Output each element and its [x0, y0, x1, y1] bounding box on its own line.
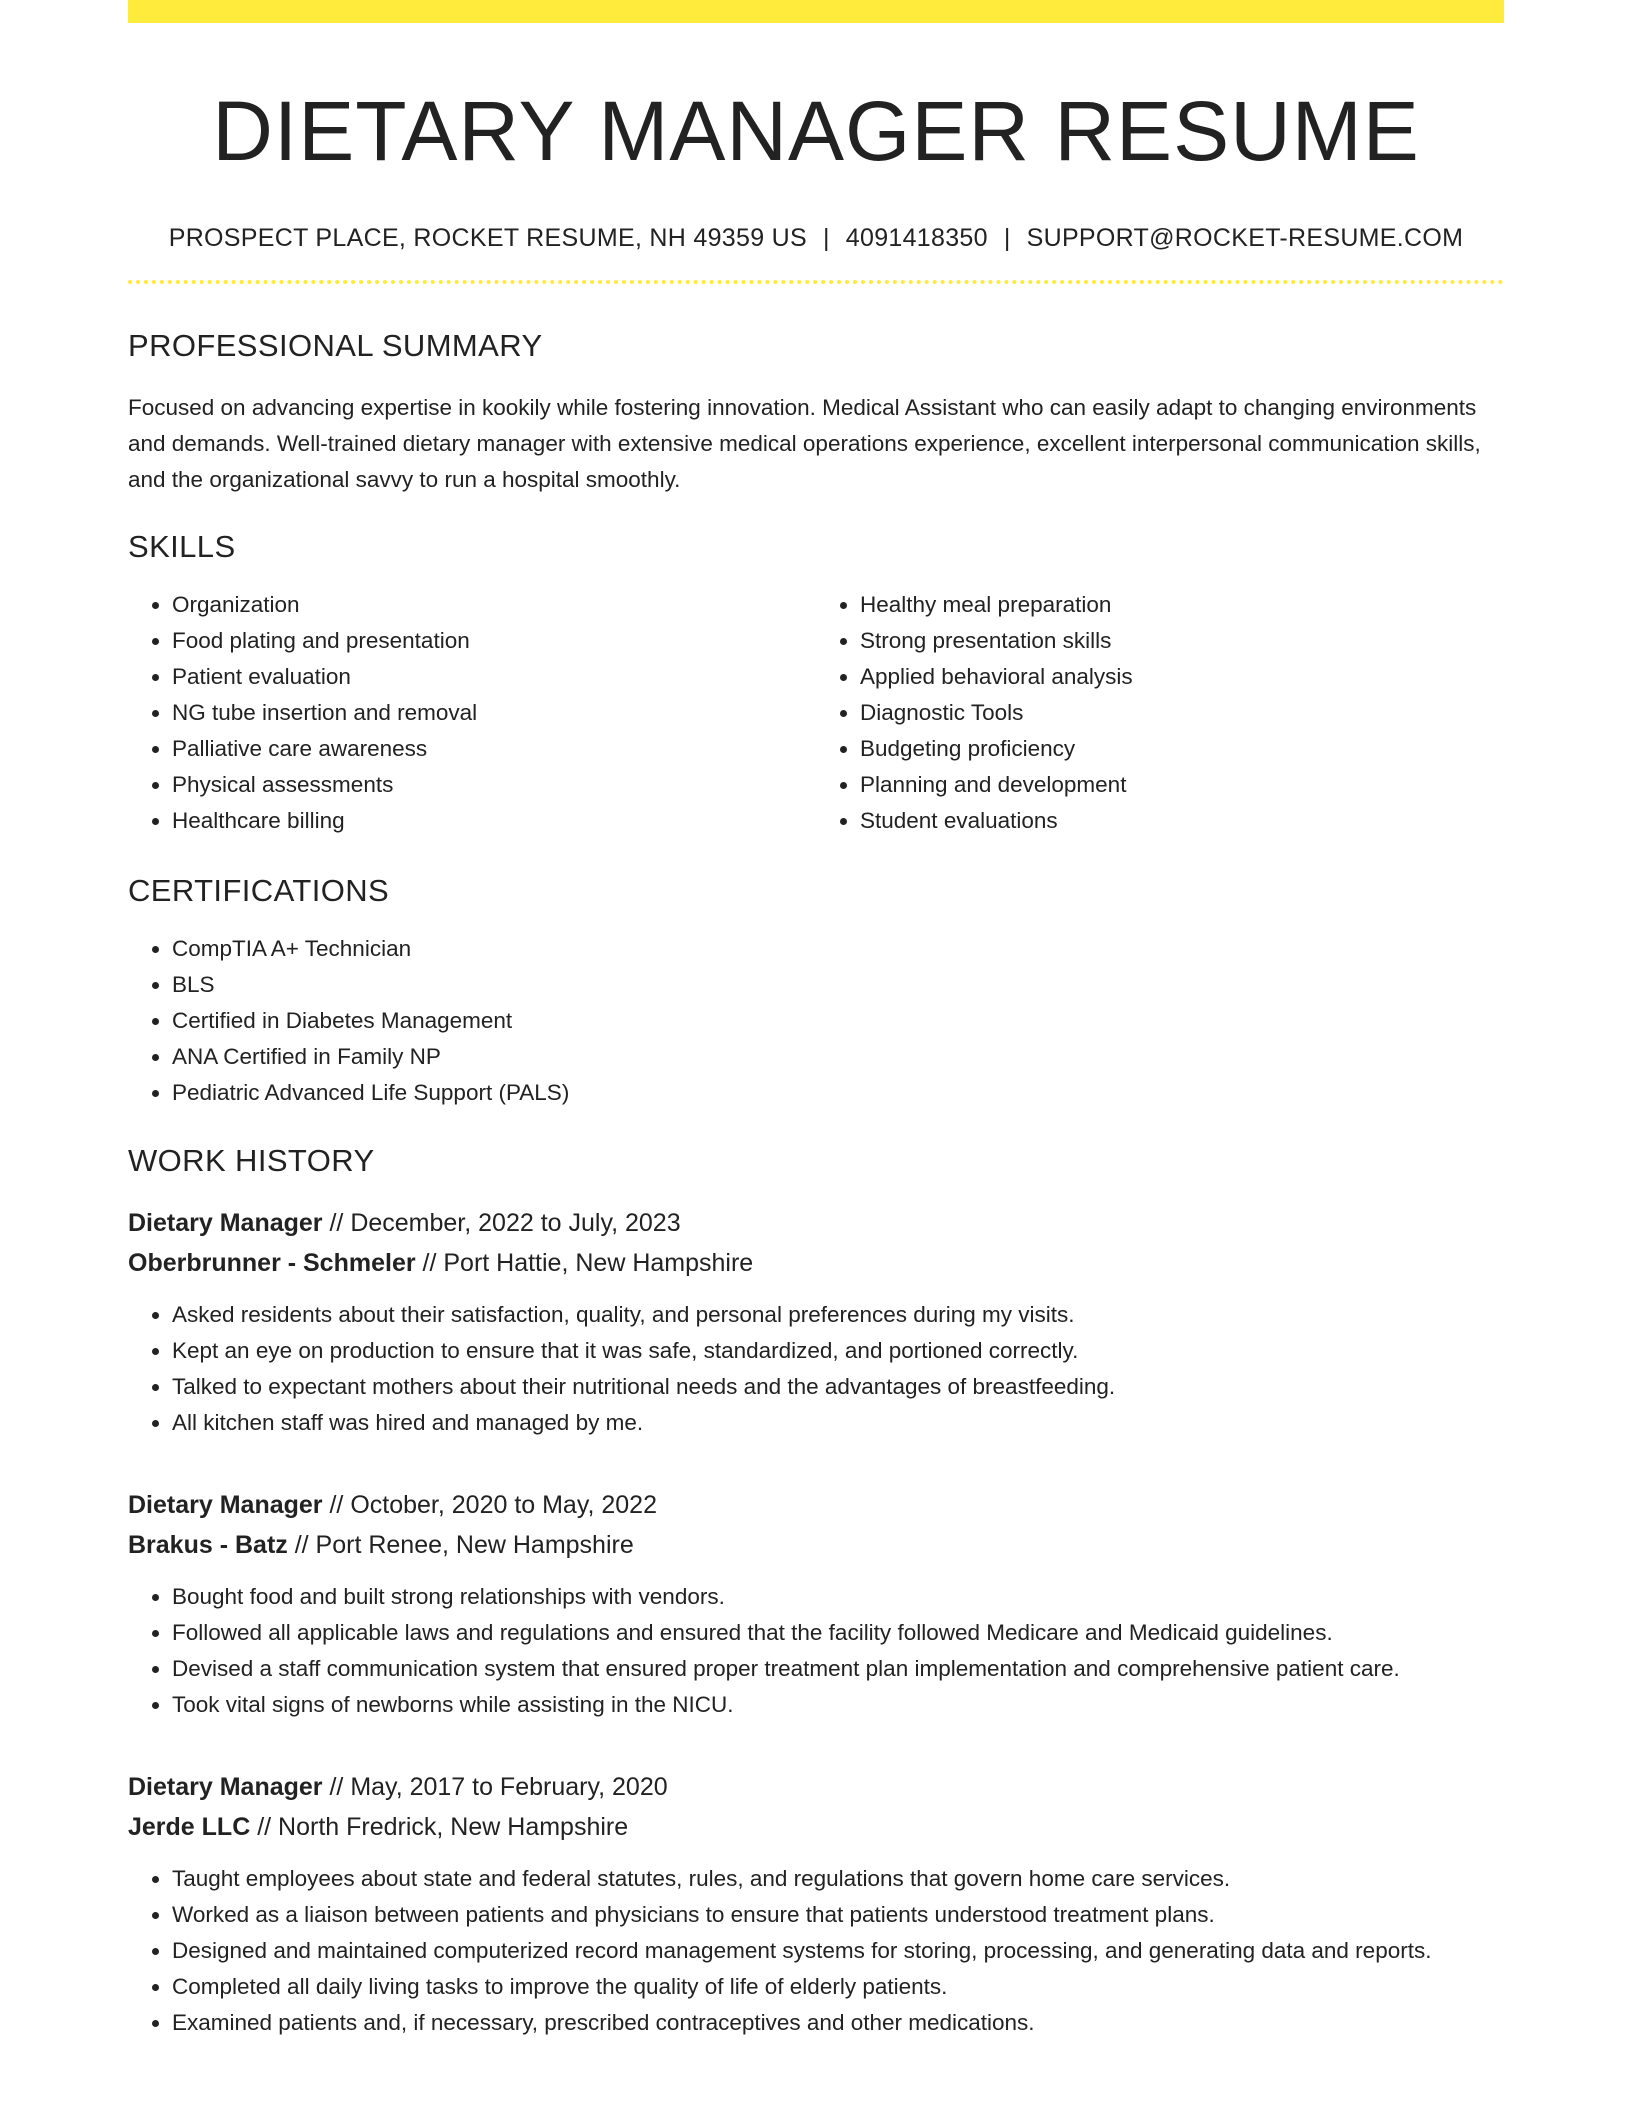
certification-item: • Certified in Diabetes Management: [172, 1003, 1504, 1039]
skills-heading: SKILLS: [128, 528, 236, 564]
skill-item: • Palliative care awareness: [172, 731, 816, 767]
skill-item: • Patient evaluation: [172, 659, 816, 695]
job-bullet: • Designed and maintained computerized record management systems for storing, processing, and generating data and reports.: [172, 1933, 1504, 1969]
skill-item: • Student evaluations: [860, 803, 1504, 839]
contact-separator: |: [1003, 223, 1011, 252]
job-bullet: • Worked as a liaison between patients and physicians to ensure that patients understood treatment plans.: [172, 1897, 1504, 1933]
resume-page: [128, 0, 1504, 2041]
page-title: DIETARY MANAGER RESUME: [212, 84, 1420, 178]
job-bullet: • Talked to expectant mothers about their nutritional needs and the advantages of breastfeeding.: [172, 1369, 1504, 1405]
summary-section: [128, 328, 1504, 498]
skill-item: • Applied behavioral analysis: [860, 659, 1504, 695]
skill-item: • Budgeting proficiency: [860, 731, 1504, 767]
job-company-line: [128, 1243, 1504, 1283]
contact-phone: 4091418350: [845, 223, 988, 252]
contact-line: [128, 224, 1504, 253]
job-title-line: [128, 1203, 1504, 1243]
job-company-line: [128, 1525, 1504, 1565]
job-title-line: [128, 1485, 1504, 1525]
skills-list-right: [816, 587, 1504, 839]
skill-item: • Healthy meal preparation: [860, 587, 1504, 623]
skills-section: [128, 529, 1504, 839]
certification-item: • Pediatric Advanced Life Support (PALS): [172, 1075, 1504, 1111]
certification-item: • CompTIA A+ Technician: [172, 931, 1504, 967]
accent-bar: [128, 0, 1504, 23]
contact-email: SUPPORT@ROCKET-RESUME.COM: [1026, 223, 1464, 252]
certifications-section: [128, 873, 1504, 1111]
certification-item: • BLS: [172, 967, 1504, 1003]
job-location: // North Fredrick, New Hampshire: [250, 1812, 629, 1841]
job-role: Dietary Manager: [128, 1490, 323, 1519]
work-history-heading: WORK HISTORY: [128, 1142, 375, 1178]
job-bullet: • Asked residents about their satisfaction, quality, and personal preferences during my visits.: [172, 1297, 1504, 1333]
dotted-divider: [128, 280, 1504, 284]
job-bullet: • Followed all applicable laws and regulations and ensured that the facility followed Medicare and Medicaid guidelines.: [172, 1615, 1504, 1651]
job-entry: [128, 1203, 1504, 1441]
job-location: // Port Hattie, New Hampshire: [415, 1248, 754, 1277]
certification-item: • ANA Certified in Family NP: [172, 1039, 1504, 1075]
job-bullet: • Taught employees about state and federal statutes, rules, and regulations that govern home care services.: [172, 1861, 1504, 1897]
summary-text: Focused on advancing expertise in kookily while fostering innovation. Medical Assistant who can easily adapt to changing environments and demands. Well-trained dietary manager with extensive medical operations experience, excellent interpersonal communication skills, and the organizational savvy to run a hospital smoothly.: [128, 394, 1481, 492]
job-company: Brakus - Batz: [128, 1530, 288, 1559]
work-history-section: [128, 1143, 1504, 2041]
job-company: Oberbrunner - Schmeler: [128, 1248, 416, 1277]
skill-item: • Healthcare billing: [172, 803, 816, 839]
job-dates: // October, 2020 to May, 2022: [322, 1490, 657, 1519]
contact-address: PROSPECT PLACE, ROCKET RESUME, NH 49359 US: [168, 223, 807, 252]
job-dates: // May, 2017 to February, 2020: [322, 1772, 668, 1801]
job-dates: // December, 2022 to July, 2023: [322, 1208, 681, 1237]
job-bullets: [128, 1861, 1504, 2041]
job-bullet: • Examined patients and, if necessary, prescribed contraceptives and other medications.: [172, 2005, 1504, 2041]
certifications-heading: CERTIFICATIONS: [128, 872, 390, 908]
skill-item: • NG tube insertion and removal: [172, 695, 816, 731]
skill-item: • Food plating and presentation: [172, 623, 816, 659]
job-bullets: [128, 1579, 1504, 1723]
contact-separator: |: [822, 223, 830, 252]
skills-list-left: [128, 587, 816, 839]
job-bullet: • Took vital signs of newborns while assisting in the NICU.: [172, 1687, 1504, 1723]
skill-item: • Planning and development: [860, 767, 1504, 803]
skill-item: • Diagnostic Tools: [860, 695, 1504, 731]
job-bullet: • Completed all daily living tasks to improve the quality of life of elderly patients.: [172, 1969, 1504, 2005]
skill-item: • Organization: [172, 587, 816, 623]
certifications-list: [128, 931, 1504, 1111]
job-company-line: [128, 1807, 1504, 1847]
skill-item: • Physical assessments: [172, 767, 816, 803]
skills-columns: [128, 587, 1504, 839]
job-entry: [128, 1485, 1504, 1723]
job-role: Dietary Manager: [128, 1772, 323, 1801]
job-bullet: • Bought food and built strong relationships with vendors.: [172, 1579, 1504, 1615]
job-bullet: • Devised a staff communication system that ensured proper treatment plan implementation and comprehensive patient care.: [172, 1651, 1504, 1687]
job-bullets: [128, 1297, 1504, 1441]
job-title-line: [128, 1767, 1504, 1807]
job-bullet: • All kitchen staff was hired and managed by me.: [172, 1405, 1504, 1441]
skill-item: • Strong presentation skills: [860, 623, 1504, 659]
job-entry: [128, 1767, 1504, 2041]
job-bullet: • Kept an eye on production to ensure that it was safe, standardized, and portioned correctly.: [172, 1333, 1504, 1369]
job-location: // Port Renee, New Hampshire: [287, 1530, 634, 1559]
job-company: Jerde LLC: [128, 1812, 251, 1841]
job-role: Dietary Manager: [128, 1208, 323, 1237]
summary-heading: PROFESSIONAL SUMMARY: [128, 327, 543, 363]
